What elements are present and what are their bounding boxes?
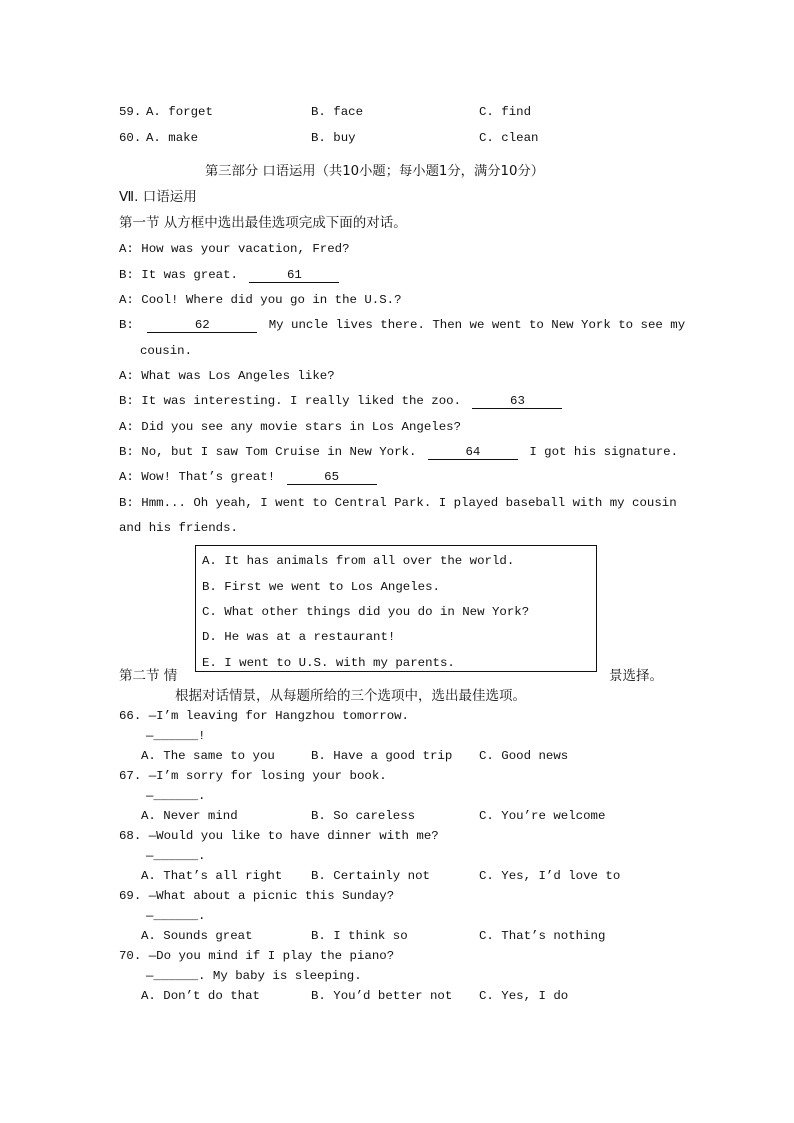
q68-option-c: C. Yes, I’d love to	[479, 869, 621, 883]
q59-option-c: C. find	[479, 105, 532, 119]
q66-prompt	[119, 708, 409, 724]
part3-header: 第三部分 口语运用（共10小题；每小题1分，满分10分）	[205, 164, 545, 179]
q69-prompt-text: —What about a picnic this Sunday?	[148, 889, 395, 903]
blank-61: 61	[249, 268, 339, 283]
q66-number: 66.	[119, 709, 142, 723]
dialogue-line-9	[119, 469, 377, 485]
q67-prompt	[119, 768, 387, 784]
box-option-d: D. He was at a restaurant!	[202, 630, 396, 644]
q70-prompt-text: —Do you mind if I play the piano?	[148, 949, 395, 963]
dialogue-line-1: A: How was your vacation, Fred?	[119, 242, 350, 256]
dialogue-line-8-text: B: No, but I saw Tom Cruise in New York.	[119, 445, 417, 459]
q70-option-a: A. Don’t do that	[141, 989, 260, 1003]
q70-option-b: B. You’d better not	[311, 989, 453, 1003]
q68-reply: —______.	[146, 849, 206, 863]
q68-number: 68.	[119, 829, 142, 843]
section2-instruction: 根据对话情景，从每题所给的三个选项中，选出最佳选项。	[175, 688, 526, 704]
q60-option-c: C. clean	[479, 131, 539, 145]
box-option-e: E. I went to U.S. with my parents.	[202, 656, 455, 670]
q70-option-c: C. Yes, I do	[479, 989, 569, 1003]
q68-prompt-text: —Would you like to have dinner with me?	[148, 829, 439, 843]
blank-62: 62	[147, 318, 257, 333]
section7-title: Ⅶ. 口语运用	[119, 189, 197, 205]
dialogue-line-7: A: Did you see any movie stars in Los Angeles?	[119, 420, 462, 434]
q70-number: 70.	[119, 949, 142, 963]
q59-number: 59.	[119, 105, 142, 119]
dialogue-line-10: B: Hmm... Oh yeah, I went to Central Park. I played baseball with my cousin	[119, 496, 677, 510]
section2-heading-right: 景选择。	[609, 668, 663, 684]
blank-65: 65	[287, 470, 377, 485]
q60-number: 60.	[119, 131, 142, 145]
dialogue-line-4-continued: cousin.	[140, 344, 193, 358]
q66-prompt-text: —I’m leaving for Hangzhou tomorrow.	[148, 709, 409, 723]
q70-prompt	[119, 948, 394, 964]
q69-option-c: C. That’s nothing	[479, 929, 606, 943]
q67-number: 67.	[119, 769, 142, 783]
q67-prompt-text: —I’m sorry for losing your book.	[148, 769, 387, 783]
q69-reply: —______.	[146, 909, 206, 923]
section1-instruction: 第一节 从方框中选出最佳选项完成下面的对话。	[119, 215, 407, 231]
section2-heading-left: 第二节 情	[119, 668, 178, 684]
q60-option-a: A. make	[146, 131, 199, 145]
dialogue-line-9-text: A: Wow! That’s great!	[119, 470, 276, 484]
q69-option-a: A. Sounds great	[141, 929, 253, 943]
q66-option-b: B. Have a good trip	[311, 749, 453, 763]
box-option-c: C. What other things did you do in New York?	[202, 605, 530, 619]
q69-prompt	[119, 888, 394, 904]
dialogue-line-4-text: My uncle lives there. Then we went to New York to see my	[268, 318, 686, 332]
q59-option-a: A. forget	[146, 105, 213, 119]
dialogue-line-3: A: Cool! Where did you go in the U.S.?	[119, 293, 402, 307]
q60-option-b: B. buy	[311, 131, 356, 145]
dialogue-line-5: A: What was Los Angeles like?	[119, 369, 335, 383]
q66-reply: —______!	[146, 729, 206, 743]
q66-option-a: A. The same to you	[141, 749, 275, 763]
q59-option-b: B. face	[311, 105, 364, 119]
q67-option-c: C. You’re welcome	[479, 809, 606, 823]
dialogue-line-2-text: B: It was great.	[119, 268, 238, 282]
dialogue-line-4	[119, 317, 685, 333]
q68-prompt	[119, 828, 439, 844]
dialogue-line-6-text: B: It was interesting. I really liked the zoo.	[119, 394, 462, 408]
dialogue-line-6	[119, 393, 562, 409]
dialogue-line-10-continued: and his friends.	[119, 521, 238, 535]
q69-number: 69.	[119, 889, 142, 903]
q67-option-a: A. Never mind	[141, 809, 238, 823]
box-option-a: A. It has animals from all over the world.	[202, 554, 515, 568]
q67-reply: —______.	[146, 789, 206, 803]
dialogue-line-8	[119, 444, 678, 460]
blank-64: 64	[428, 445, 518, 460]
q68-option-a: A. That’s all right	[141, 869, 283, 883]
q69-option-b: B. I think so	[311, 929, 408, 943]
box-option-b: B. First we went to Los Angeles.	[202, 580, 440, 594]
q70-reply: —______. My baby is sleeping.	[146, 969, 362, 983]
dialogue-line-2	[119, 267, 339, 283]
dialogue-line-4-speaker: B:	[119, 318, 134, 332]
q68-option-b: B. Certainly not	[311, 869, 430, 883]
q66-option-c: C. Good news	[479, 749, 569, 763]
q67-option-b: B. So careless	[311, 809, 416, 823]
blank-63: 63	[472, 394, 562, 409]
dialogue-line-8-tail: I got his signature.	[529, 445, 679, 459]
